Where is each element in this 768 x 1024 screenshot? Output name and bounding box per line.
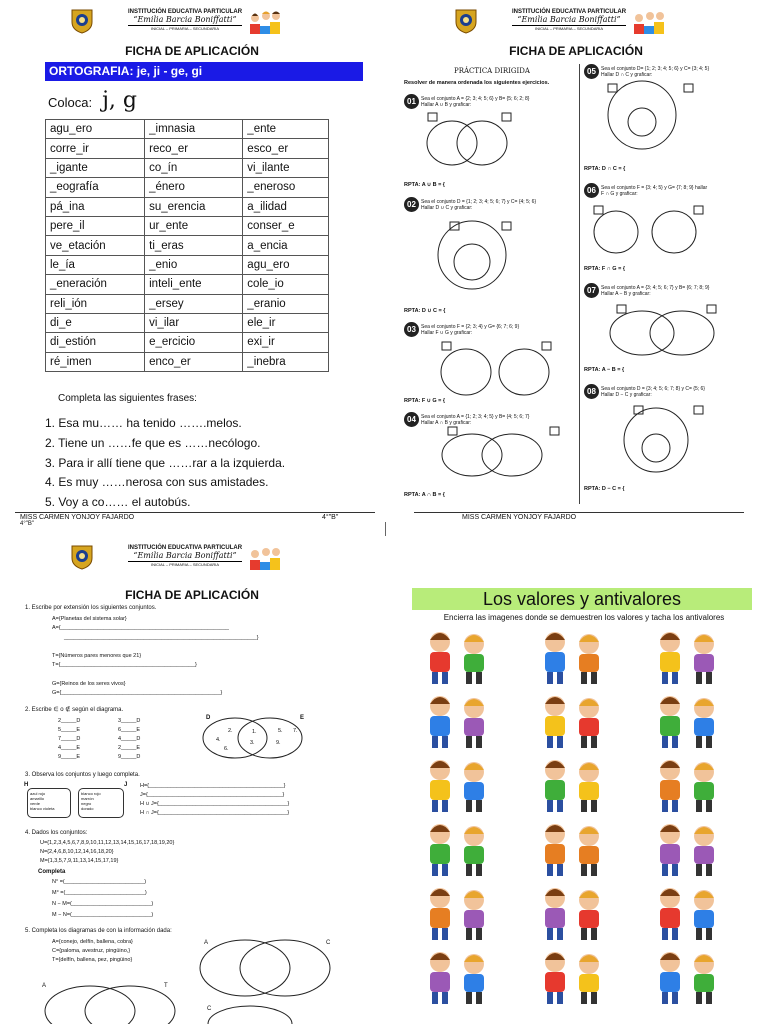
exercise-number-4: 04 xyxy=(404,412,419,427)
word-cell: _ersey xyxy=(145,294,243,313)
membership-item: 6_____E xyxy=(118,727,141,733)
exercise-5-text: Sea el conjunto D= {1; 2; 3; 4; 5; 6} y C= {3; 4; 5} Hallar D ∩ C y graficar: xyxy=(601,66,710,78)
practica-heading: PRÁCTICA DIRIGIDA xyxy=(454,67,530,75)
union-line: H ∪ J={__________________________________________} xyxy=(140,801,290,807)
words-table xyxy=(45,119,329,372)
venn-animals-diagrams xyxy=(0,536,384,1024)
word-cell: vi_ilante xyxy=(243,158,329,177)
venn-label-c-2: C xyxy=(207,1006,212,1012)
word-cell: ur_ente xyxy=(145,216,243,235)
set-h-box: azul rojo amarillo verde blanco violeta xyxy=(27,788,71,818)
venn-number: 1. xyxy=(252,729,257,735)
difference-n-m-line: N − M=(__________________________) xyxy=(52,901,154,907)
venn-number: 7. xyxy=(293,728,298,734)
worksheet-conjuntos-practica xyxy=(384,0,768,522)
word-cell: su_erencia xyxy=(145,197,243,216)
word-cell: inteli_ente xyxy=(145,275,243,294)
set-a-description: A={Planetas del sistema solar} xyxy=(52,616,127,622)
complete-heading: Completa las siguientes frases: xyxy=(58,393,197,404)
footer-rule xyxy=(15,512,375,513)
section-5-title: 5. Completa los diagramas de con la información dada: xyxy=(25,928,172,934)
exercise-3-answer: RPTA: F ∪ G = { xyxy=(404,398,446,404)
sentence-1: 1. Esa mu…… ha tenido …….melos. xyxy=(45,416,242,430)
word-cell: reli_ión xyxy=(46,294,145,313)
kids-illustration-icon xyxy=(248,8,284,36)
complement-m-line: M° =(__________________________) xyxy=(52,890,147,896)
word-cell: le_ía xyxy=(46,255,145,274)
set-a-animals: A={conejo, delfín, ballena, cobra} xyxy=(52,939,133,945)
exercise-6-answer: RPTA: F ∩ G = { xyxy=(584,266,625,272)
membership-item: 2_____D xyxy=(58,718,81,724)
word-cell: reco_er xyxy=(145,139,243,158)
exercise-number-2: 02 xyxy=(404,197,419,212)
table-row xyxy=(46,275,329,294)
set-u: U={1,2,3,4,5,6,7,8,9,10,11,12,13,14,15,16,17,18,19,20} xyxy=(40,840,175,846)
word-cell: agu_ero xyxy=(243,255,329,274)
venn-label-c: C xyxy=(326,940,331,946)
children-scene-image[interactable] xyxy=(642,818,732,886)
table-row xyxy=(46,197,329,216)
membership-item: 9_____E xyxy=(58,754,81,760)
page-title: FICHA DE APLICACIÓN xyxy=(125,44,259,58)
children-scene-image[interactable] xyxy=(412,882,502,950)
children-scene-image[interactable] xyxy=(642,626,732,694)
section-1-title: 1. Escribe por extensión los siguientes conjuntos. xyxy=(25,605,157,611)
section-bar: ORTOGRAFIA: je, ji - ge, gi xyxy=(45,62,363,81)
children-scene-image[interactable] xyxy=(527,626,617,694)
table-row xyxy=(46,352,329,371)
complement-n-line: N° =(__________________________) xyxy=(52,879,147,885)
word-cell: _ente xyxy=(243,120,329,139)
worksheet-conjuntos xyxy=(0,536,384,1024)
sentence-4: 4. Es muy ……nerosa con sus amistades. xyxy=(45,475,269,489)
table-row xyxy=(46,139,329,158)
footer-teacher: MISS CARMEN YONJOY FAJARDO xyxy=(462,514,577,521)
footer-grade-2: 4°"B" xyxy=(20,521,34,527)
venn-label-t: T xyxy=(164,983,168,989)
table-row xyxy=(46,313,329,332)
word-cell: cole_io xyxy=(243,275,329,294)
membership-item: 7_____D xyxy=(58,736,81,742)
children-scene-image[interactable] xyxy=(527,946,617,1014)
venn-number: 2. xyxy=(228,728,233,734)
word-cell: _eografía xyxy=(46,178,145,197)
exercise-8-answer: RPTA: D − C = { xyxy=(584,486,625,492)
word-cell: co_ín xyxy=(145,158,243,177)
page-title: Los valores y antivalores xyxy=(412,588,752,610)
set-h-label: H xyxy=(24,782,29,788)
word-cell: exi_ir xyxy=(243,333,329,352)
word-cell: pere_il xyxy=(46,216,145,235)
venn-number: 3. xyxy=(250,740,255,746)
exercise-2-answer: RPTA: D ∪ C = { xyxy=(404,308,446,314)
page-title: FICHA DE APLICACIÓN xyxy=(125,588,259,602)
venn-number: 6. xyxy=(224,746,229,752)
children-scene-image[interactable] xyxy=(412,626,502,694)
set-g-line: G={____________________________________________________} xyxy=(52,690,223,696)
children-scene-image[interactable] xyxy=(412,946,502,1014)
word-cell: _eranio xyxy=(243,294,329,313)
children-scene-image[interactable] xyxy=(527,882,617,950)
set-j-line: J={____________________________________________} xyxy=(140,792,285,798)
membership-item: 3_____D xyxy=(118,718,141,724)
worksheet-ortografia xyxy=(0,0,384,527)
exercise-5-answer: RPTA: D ∩ C = { xyxy=(584,166,626,172)
intersection-line: H ∩ J={__________________________________________} xyxy=(140,810,290,816)
word-cell: ti_eras xyxy=(145,236,243,255)
children-scene-image[interactable] xyxy=(642,754,732,822)
section-4-title: 4. Dados los conjuntos: xyxy=(25,830,88,836)
footer-rule xyxy=(414,512,744,513)
children-scene-image[interactable] xyxy=(642,690,732,758)
sentence-3: 3. Para ir allí tiene que ……rar a la izquierda. xyxy=(45,456,286,470)
exercise-number-1: 01 xyxy=(404,94,419,109)
exercise-1-answer: RPTA: A ∪ B = { xyxy=(404,182,445,188)
word-cell: _enio xyxy=(145,255,243,274)
children-scene-image[interactable] xyxy=(642,882,732,950)
venn-label-a: A xyxy=(204,940,209,946)
school-name: INSTITUCIÓN EDUCATIVA PARTICULAR “Emilia Barcia Boniffatti” INICIAL – PRIMARIA – SECUNDARIA xyxy=(511,9,627,31)
venn-number: 5. xyxy=(278,728,283,734)
resolver-instruction: Resolver de manera ordenada los siguientes ejercicios. xyxy=(404,80,550,86)
membership-item: 4_____E xyxy=(58,745,81,751)
children-scene-image[interactable] xyxy=(527,754,617,822)
membership-item: 4_____D xyxy=(118,736,141,742)
table-row xyxy=(46,333,329,352)
sentence-2: 2. Tiene un ……fe que es ……necólogo. xyxy=(45,436,261,450)
set-a-line-2: _______________________________________________________________} xyxy=(64,635,259,641)
venn-label-a-2: A xyxy=(42,983,47,989)
membership-item: 9_____D xyxy=(118,754,141,760)
word-cell: e_ercicio xyxy=(145,333,243,352)
children-scene-image[interactable] xyxy=(412,690,502,758)
set-h-line: H={____________________________________________} xyxy=(140,783,286,789)
set-t-description: T={Números pares menores que 21} xyxy=(52,653,142,659)
school-header xyxy=(0,6,384,36)
table-row xyxy=(46,236,329,255)
section-3-title: 3. Observa los conjuntos y luego completa. xyxy=(25,772,140,778)
set-n: N={2,4,6,8,10,12,14,16,18,20} xyxy=(40,849,114,855)
set-j-label: J xyxy=(124,782,128,788)
table-row xyxy=(46,178,329,197)
venn-number: 9. xyxy=(276,740,281,746)
word-cell: vi_ilar xyxy=(145,313,243,332)
word-cell: a_ilidad xyxy=(243,197,329,216)
word-cell: esco_er xyxy=(243,139,329,158)
set-m: M={1,3,5,7,9,11,13,14,15,17,19} xyxy=(40,858,119,864)
word-cell: _igante xyxy=(46,158,145,177)
exercise-number-6: 06 xyxy=(584,183,599,198)
instruction-text: Encierra las imagenes donde se demuestren los valores y tacha los antivalores xyxy=(443,613,725,622)
word-cell: _imnasia xyxy=(145,120,243,139)
set-t-line: T={____________________________________________} xyxy=(52,662,197,668)
word-cell: pá_ina xyxy=(46,197,145,216)
worksheet-valores xyxy=(384,536,768,1024)
set-a-line: A={_______________________________________________________ xyxy=(52,625,229,631)
exercise-2-text: Sea el conjunto D = {1; 2; 3; 4; 5; 6; 7} y C= {4; 5; 6} Hallar D ∪ C y graficar: xyxy=(421,199,537,211)
venn-label-e: E xyxy=(300,715,305,721)
word-cell: agu_ero xyxy=(46,120,145,139)
word-cell: _énero xyxy=(145,178,243,197)
exercise-4-text: Sea el conjunto A = {1; 2; 3; 4; 5} y B= {4; 5; 6; 7} Hallar A ∩ B y graficar: xyxy=(421,414,530,426)
school-name: INSTITUCIÓN EDUCATIVA PARTICULAR “Emilia Barcia Boniffatti” INICIAL – PRIMARIA – SECUNDARIA xyxy=(127,9,243,31)
word-cell: _inebra xyxy=(243,352,329,371)
exercise-number-5: 05 xyxy=(584,64,599,79)
section-2-title: 2. Escribe ∈ o ∉ según el diagrama. xyxy=(25,707,124,713)
page-title: FICHA DE APLICACIÓN xyxy=(509,44,643,58)
table-row xyxy=(46,158,329,177)
word-cell: ele_ir xyxy=(243,313,329,332)
coloca-instruction: Coloca: j, g xyxy=(48,88,137,113)
children-scene-image[interactable] xyxy=(527,690,617,758)
footer-grade: 4°"B" xyxy=(322,514,339,521)
footer-teacher: MISS CARMEN YONJOY FAJARDO xyxy=(20,514,135,521)
word-cell: conser_e xyxy=(243,216,329,235)
membership-item: 5_____E xyxy=(58,727,81,733)
word-cell: ré_imen xyxy=(46,352,145,371)
venn-label-d: D xyxy=(206,715,211,721)
children-scene-image[interactable] xyxy=(642,946,732,1014)
word-cell: ve_etación xyxy=(46,236,145,255)
children-scene-image[interactable] xyxy=(527,818,617,886)
table-row xyxy=(46,216,329,235)
venn-diagrams xyxy=(384,0,768,522)
school-crest-icon xyxy=(70,8,94,34)
word-cell: corre_ir xyxy=(46,139,145,158)
difference-m-n-line: M − N=(__________________________) xyxy=(52,912,154,918)
children-scene-image[interactable] xyxy=(412,754,502,822)
completa-label: Completa xyxy=(38,869,66,875)
table-row xyxy=(46,294,329,313)
exercise-number-3: 03 xyxy=(404,322,419,337)
exercise-7-text: Sea el conjunto A = {3; 4; 5; 6; 7} y B= {6; 7; 8; 9} Hallar A − B y graficar: xyxy=(601,285,710,297)
word-cell: di_e xyxy=(46,313,145,332)
table-row xyxy=(46,255,329,274)
exercise-6-text: Sea el conjunto F = {3; 4; 5} y G= {7; 8; 9} hallar F ∩ G y graficar: xyxy=(601,185,708,197)
exercise-1-text: Sea el conjunto A = {2; 3; 4; 5; 6} y B= {5; 6; 2; 8} Hallar A ∪ B y graficar: xyxy=(421,96,530,108)
exercise-number-8: 08 xyxy=(584,384,599,399)
word-cell: di_estión xyxy=(46,333,145,352)
venn-number: 4. xyxy=(216,737,221,743)
exercise-7-answer: RPTA: A − B = { xyxy=(584,367,625,373)
set-c-animals: C={paloma, avestruz, pingüino,} xyxy=(52,948,131,954)
exercise-3-text: Sea el conjunto F = {2; 3; 4} y G= {6; 7; 6; 9} Hallar F ∪ G y graficar: xyxy=(421,324,520,336)
word-cell: enco_er xyxy=(145,352,243,371)
exercise-number-7: 07 xyxy=(584,283,599,298)
exercise-8-text: Sea el conjunto D = {3; 4; 5; 6; 7; 8} y C= {5; 6} Hallar D − C y graficar: xyxy=(601,386,705,398)
exercise-4-answer: RPTA: A ∩ B = { xyxy=(404,492,445,498)
children-scene-image[interactable] xyxy=(412,818,502,886)
school-name: INSTITUCIÓN EDUCATIVA PARTICULAR “Emilia Barcia Boniffatti” INICIAL – PRIMARIA – SECUNDARIA xyxy=(127,545,243,567)
set-j-box: blanco rojo marrón negro dorado xyxy=(78,788,124,818)
sentence-5: 5. Voy a co…… el autobús. xyxy=(45,495,191,509)
word-cell: _eneración xyxy=(46,275,145,294)
table-row xyxy=(46,120,329,139)
set-g-description: G={Reinos de los seres vivos} xyxy=(52,681,126,687)
set-t-animals: T={delfín, ballena, pez, pingüino} xyxy=(52,957,133,963)
membership-item: 2_____E xyxy=(118,745,141,751)
word-cell: _eneroso xyxy=(243,178,329,197)
word-cell: a_encia xyxy=(243,236,329,255)
